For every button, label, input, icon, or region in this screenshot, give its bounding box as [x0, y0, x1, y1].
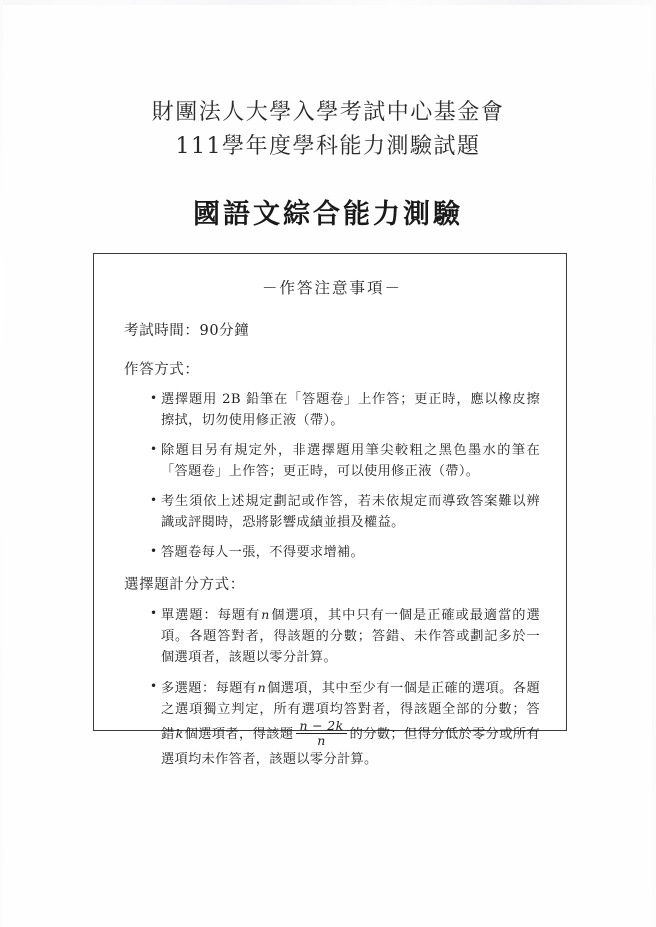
exam-duration-text: 考試時間：90分鐘	[124, 323, 250, 339]
multiple-choice-text-part3: 個選項者，得該題	[184, 727, 294, 742]
answer-method-label: 作答方式：	[124, 362, 200, 378]
scoring-method-list	[124, 604, 540, 770]
exam-year-subtitle: 111學年度學科能力測驗試題	[175, 134, 481, 159]
single-choice-text-part2: 個選項，其中只有一個是正確或最適當的選項。各題答對者，得該題的分數；答錯、未作答或劃記多於一個選項者，該題以零分計算。	[161, 608, 540, 665]
notice-box	[93, 253, 567, 767]
list-item: • 考生須依上述規定劃記或作答，若未依規定而導致答案難以辨識或評閱時，恐將影響成績並損及權益。	[150, 491, 540, 533]
score-fraction	[296, 719, 346, 748]
single-choice-variable-n: n	[261, 607, 270, 622]
multiple-choice-text-part4: 的分數；但得分低於零分或所有選項均未作答者，該題以零分計算。	[161, 727, 540, 767]
list-item: • 答題卷每人一張，不得要求增補。	[150, 542, 540, 563]
list-item: • 除題目另有規定外，非選擇題用筆尖較粗之黑色墨水的筆在「答題卷」上作答；更正時，可以使用修正液（帶）。	[150, 440, 540, 482]
multiple-choice-text-part1: 多選題：每題有	[161, 681, 257, 696]
page-header	[0, 96, 656, 231]
notice-heading: －作答注意事項－	[261, 279, 402, 297]
fraction-denominator: n	[317, 733, 326, 748]
multiple-choice-text-part2: 個選項，其中至少有一個是正確的選項。各題之選項獨立判定，所有選項均答對者，得該題全部的分數；答錯	[161, 681, 540, 742]
multiple-choice-variable-k: k	[175, 726, 184, 741]
list-item: • 選擇題用 2B 鉛筆在「答題卷」上作答；更正時，應以橡皮擦擦拭，切勿使用修正液（帶）。	[150, 389, 540, 431]
list-item-multiple-choice	[150, 677, 540, 770]
organization-name: 財團法人大學入學考試中心基金會	[151, 100, 505, 125]
page-title: 國語文綜合能力測驗	[193, 199, 463, 230]
answer-method-list	[124, 389, 540, 563]
multiple-choice-variable-n: n	[257, 680, 266, 695]
fraction-numerator: n − 2k	[296, 719, 346, 734]
single-choice-text-part1: 單選題：每題有	[161, 608, 261, 623]
scan-artifact-top	[0, 0, 656, 5]
list-item-single-choice	[150, 604, 540, 668]
scoring-method-label: 選擇題計分方式：	[124, 577, 245, 593]
